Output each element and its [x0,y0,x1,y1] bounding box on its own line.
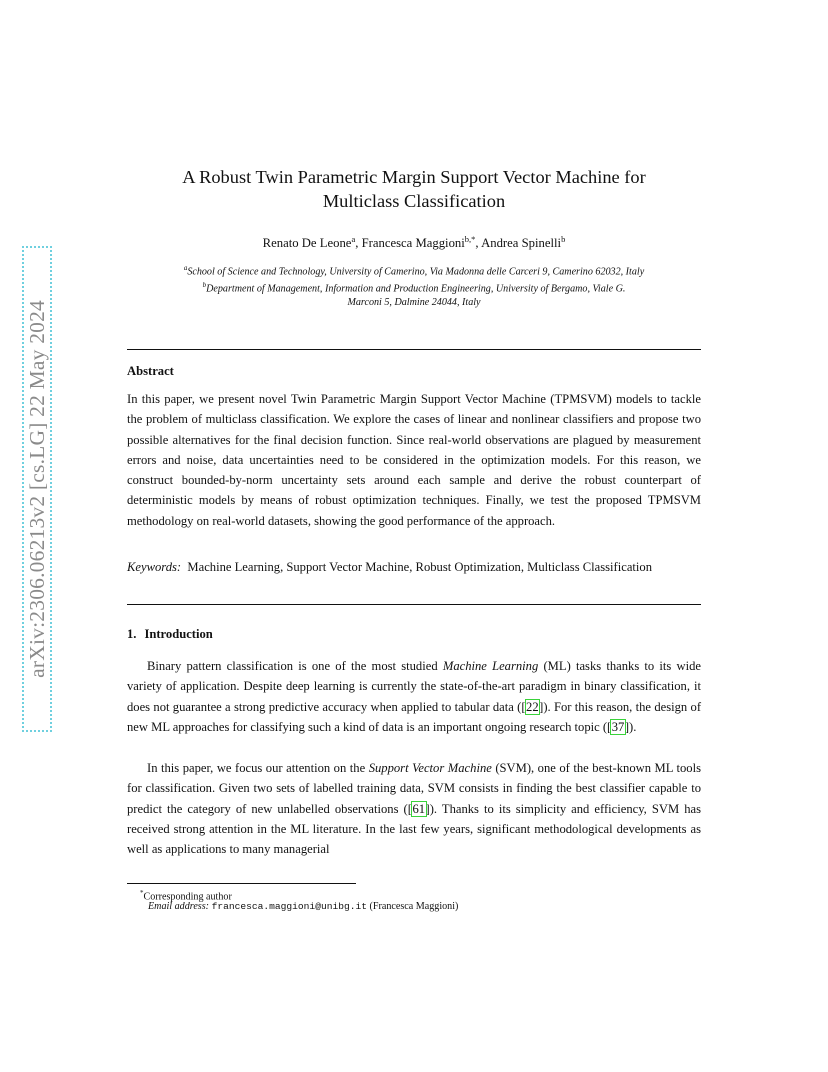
affiliation-a: $^a$School of Science and Technology, University of Camerino, Via Madonna delle Carceri 9, Camerino 62032, Italy [183,264,645,278]
section-title: Introduction [144,627,213,641]
affiliations [127,262,701,309]
citation-link[interactable]: 37 [611,719,625,734]
title-line-1: A Robust Twin Parametric Margin Support Vector Machine for [182,167,646,187]
abstract-heading: Abstract [127,364,174,378]
affiliation-mark: b,* [464,234,476,244]
arxiv-identifier: arXiv:2306.06213v2 [cs.LG] 22 May 2024 [24,300,49,678]
paper-title [127,165,701,213]
citation-link[interactable]: 61 [412,801,426,816]
footnote-email [148,900,458,914]
email-link[interactable]: francesca.maggioni@unibg.it [211,901,368,912]
intro-paragraph-2: In this paper, we focus our attention on the Support Vector Machine (SVM), one of the best-known ML tools for classification. Given two sets of labelled training data, SVM consists in finding the best classifier capable to predict the category of new unlabelled observations ([61]). Thanks to its simplicity and efficiency, SVM has received strong attention in the ML literature. In the last few years, significant methodological developments as well as applications to many managerial [127,761,701,857]
author-list: Renato De Leone$^a$, Francesca Maggioni$^{b,*}$, Andrea Spinelli$^b$ [262,234,566,251]
keywords-list: Machine Learning, Support Vector Machine, Robust Optimization, Multiclass Classification [187,560,653,574]
section-heading [127,627,213,642]
abstract-bottom-rule [127,604,701,605]
intro-paragraph-1: Binary pattern classification is one of the most studied Machine Learning (ML) tasks thanks to its wide variety of application. Despite deep learning is currently the state-of-the-art paradigm in binary classification, it does not guarantee a strong predictive accuracy when applied to tabular data ([22]). For this reason, the design of new ML approaches for classifying such a kind of data is an important ongoing research topic ([37]). [127,659,702,734]
footnote-corresponding: *Corresponding author [140,889,232,903]
email-owner: (Francesca Maggioni) [369,901,459,912]
abstract-text: In this paper, we present novel Twin Parametric Margin Support Vector Machine (TPMSVM) models to tackle the problem of multiclass classification. We explore the cases of linear and nonlinear classifiers and propose two possible alternatives for the final decision function. Since real-world observations are plagued by measurement errors and noise, data uncertainties need to be considered in the optimization models. For this reason, we construct bounded-by-norm uncertainty sets around each sample and derive the robust counterpart of deterministic models by means of robust optimization techniques. Finally, we test the proposed TPMSVM methodology on real-world datasets, showing the good performance of the approach. [127,392,701,528]
affiliation-mark: b [561,234,566,244]
affiliation-b: $^b$Department of Management, Information and Production Engineering, University of Bergamo, Viale G. [202,280,626,295]
author-name: Francesca Maggioni [361,236,465,251]
email-label: Email address: [148,901,210,912]
keywords-label: Keywords: [127,560,182,574]
affiliation-mark: a [351,234,356,244]
arxiv-stamp[interactable] [22,246,52,732]
affiliation-b-cont: Marconi 5, Dalmine 24044, Italy [347,296,481,308]
citation-link[interactable]: 22 [526,699,539,714]
title-line-2: Multiclass Classification [322,191,506,211]
keywords [127,557,701,577]
author-name: Renato De Leone [262,236,352,251]
abstract-top-rule [127,349,701,350]
footnote-rule [127,883,356,884]
author-name: Andrea Spinelli [481,236,562,251]
section-number: 1. [127,627,137,641]
